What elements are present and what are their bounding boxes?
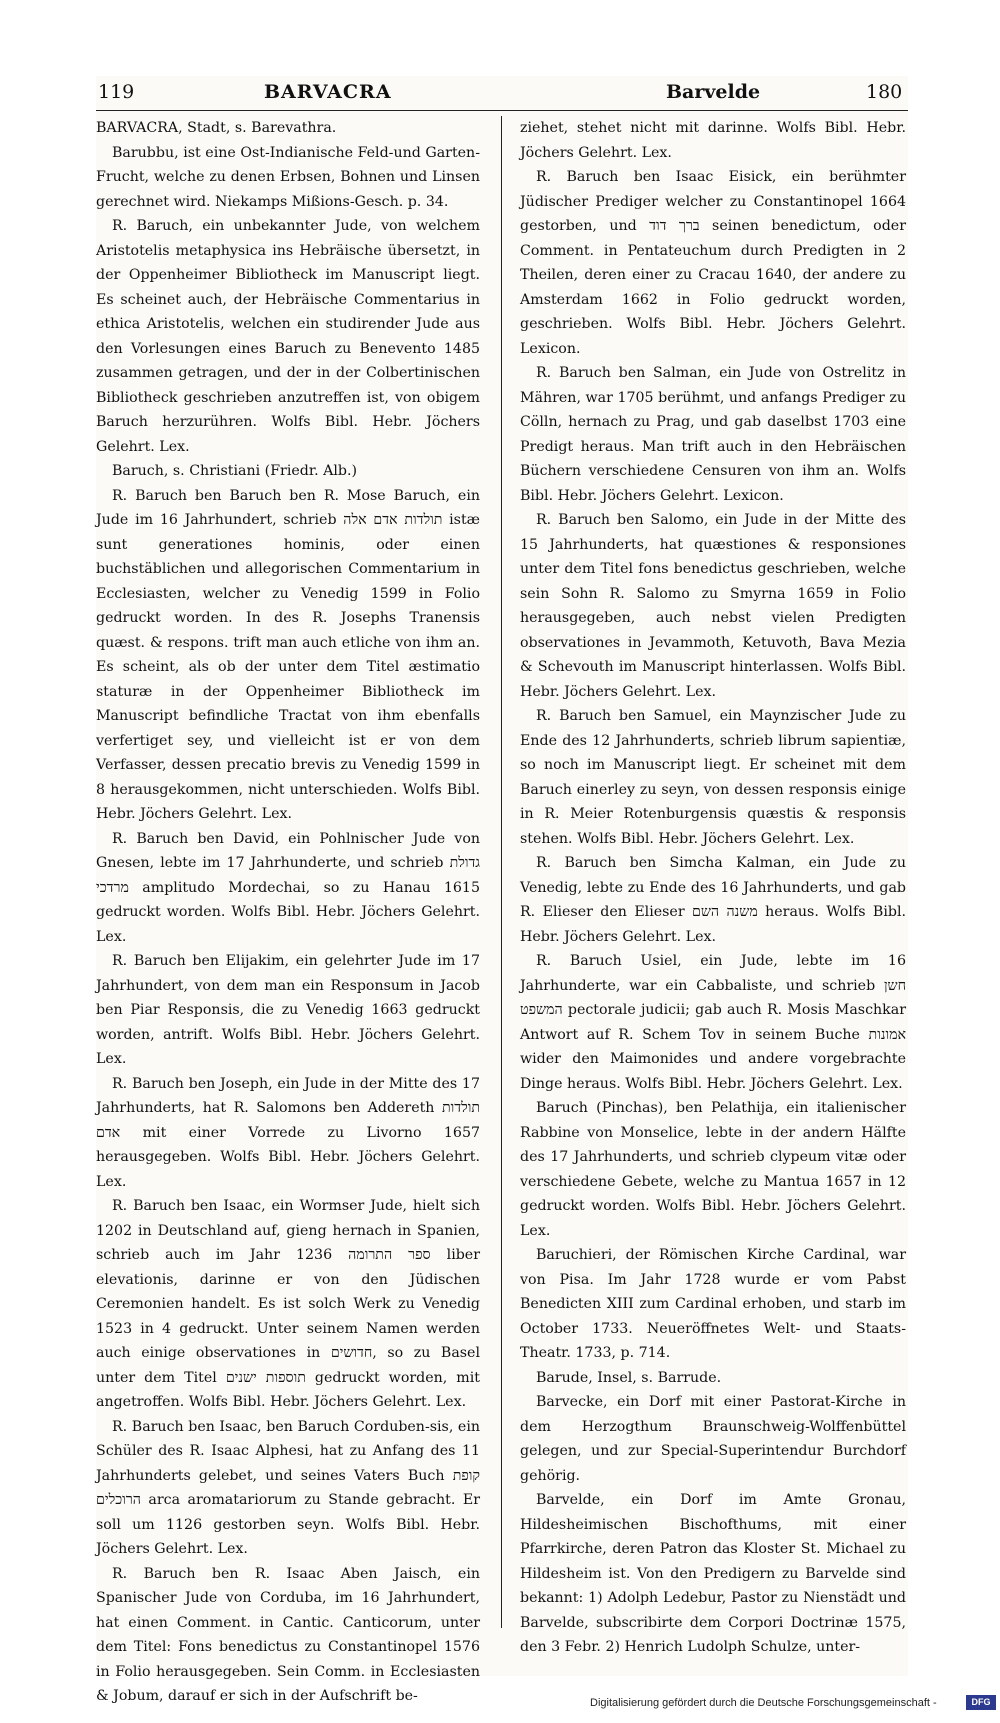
entry-baruch-usiel: R. Baruch Usiel, ein Jude, lebte im 16 Jahrhunderte, war ein Cabbaliste, und schrieb חשן המשפט pectorale judicii; gab auch R. Mosis Maschkar Antwort auf R. Schem Tov in seinem Buche אמונות wider den Maimonides und andere vorgebrachte Dinge heraus. Wolfs Bibl. Hebr. Jöchers Gelehrt. Lex. (520, 953, 906, 1092)
header-rule (96, 110, 908, 111)
page-number-right: 180 (866, 81, 903, 103)
column-rule (501, 116, 502, 1628)
entry-baruch-ben-david: R. Baruch ben David, ein Pohlnischer Jude von Gnesen, lebte im 17 Jahrhunderte, und schrieb גדולת מרדכי amplitudo Mordechai, so zu Hanau 1615 gedruckt worden. Wolfs Bibl. Hebr. Jöchers Gelehrt. Lex. (96, 830, 480, 945)
page-number-left: 119 (98, 81, 135, 103)
entry-barvecke: Barvecke, ein Dorf mit einer Pastorat-Kirche in dem Herzogthum Braunschweig-Wolffenbüttel gelegen, und zur Special-Superintendur Burchdorf gehörig. (520, 1394, 906, 1484)
entry-baruch-ben-elijakim: R. Baruch ben Elijakim, ein gelehrter Jude im 17 Jahrhundert, von dem man ein Responsum in Jacob ben Piar Responsis, die zu Venedig 1663 gedruckt worden, antrift. Wolfs Bibl. Hebr. Jöchers Gelehrt. Lex. (96, 953, 480, 1067)
entry-baruch-aben-jaisch: R. Baruch ben R. Isaac Aben Jaisch, ein Spanischer Jude von Corduba, im 16 Jahrhundert, hat einen Comment. in Cantic. Canticorum, unter dem Titel: Fons benedictus zu Constantinopel 1576 in Folio herausgegeben. Sein Comm. in Ecclesiasten & Jobum, darauf er sich in der Aufschrift be- (96, 1565, 480, 1704)
entry-barubbu: Barubbu, ist eine Ost-Indianische Feld-und Garten-Frucht, welche zu denen Erbsen, Bohnen und Linsen gerechnet wird. Niekamps Mißions-Gesch. p. 34. (96, 144, 480, 210)
entry-baruch-ben-isaac-cordubensis: R. Baruch ben Isaac, ben Baruch Corduben-sis, ein Schüler des R. Isaac Alphesi, hat zu Anfang des 11 Jahrhunderts gelebet, und seines Vaters Buch קופת הרוכלים arca aromatariorum zu Stande gebracht. Er soll um 1126 gestorben seyn. Wolfs Bibl. Hebr. Jöchers Gelehrt. Lex. (96, 1418, 480, 1557)
dfg-logo: DFG (966, 1695, 996, 1710)
right-column (520, 116, 906, 1660)
entry-baruch-christiani: Baruch, s. Christiani (Friedr. Alb.) (112, 463, 358, 479)
entry-baruch-unknown: R. Baruch, ein unbekannter Jude, von welchem Aristotelis metaphysica ins Hebräische übersetzt, in der Oppenheimer Bibliotheck im Manuscript liegt. Es scheinet auch, der Hebräische Commentarius in ethica Aristotelis, welchen ein studirender Jude aus den Vorlesungen eines Baruch zu Benevento 1485 zusammen getragen, und der in der Colbertinischen Bibliotheck geschrieben anzutreffen ist, von obigem Baruch herzurühren. Wolfs Bibl. Hebr. Jöchers Gelehrt. Lex. (96, 218, 480, 455)
entry-baruch-ben-isaac-eisick: R. Baruch ben Isaac Eisick, ein berühmter Jüdischer Prediger welcher zu Constantinopel 1664 gestorben, und ברך דוד seinen benedictum, oder Comment. in Pentateuchum durch Predigten in 2 Theilen, deren einer zu Cracau 1640, der andere zu Amsterdam 1662 in Folio gedruckt worden, geschrieben. Wolfs Bibl. Hebr. Jöchers Gelehrt. Lexicon. (520, 169, 906, 357)
running-title-left: BARVACRA (264, 81, 392, 103)
entry-baruch-pinchas: Baruch (Pinchas), ben Pelathija, ein italienischer Rabbine von Monselice, lebte in der andern Hälfte des 17 Jahrhunderts, und schrieb clypeum vitæ oder verschiedene Gebete, welche zu Mantua 1657 in 12 gedruckt worden. Wolfs Bibl. Hebr. Jöchers Gelehrt. Lex. (520, 1100, 906, 1239)
entry-baruch-ben-samuel: R. Baruch ben Samuel, ein Maynzischer Jude zu Ende des 12 Jahrhunderts, schrieb librum sapientiæ, so noch im Manuscript liegt. Er scheinet mit dem Baruch einerley zu seyn, von dessen responsis einige in R. Meier Rotenburgensis quæstis & responsis stehen. Wolfs Bibl. Hebr. Jöchers Gelehrt. Lex. (520, 708, 906, 847)
digitization-credit: Digitalisierung gefördert durch die Deutsche Forschungsgemeinschaft - (590, 1697, 937, 1709)
entry-baruch-ben-baruch: R. Baruch ben Baruch ben R. Mose Baruch, ein Jude im 16 Jahrhundert, schrieb תולדות אדם אלה istæ sunt generationes hominis, oder einen buchstäblichen und allegorischen Commentarium in Ecclesiasten, welcher zu Venedig 1599 in Folio gedruckt worden. In des R. Josephs Tranensis quæst. & respons. trift man auch etliche von ihm an. Es scheint, als ob der unter dem Titel æstimatio staturæ in der Oppenheimer Bibliotheck im Manuscript befindliche Tractat von ihm ebenfalls verfertiget sey, und vielleicht ist er von dem Verfasser, dessen precatio brevis zu Venedig 1599 in 8 herausgekommen, nicht unterschieden. Wolfs Bibl. Hebr. Jöchers Gelehrt. Lex. (96, 487, 480, 822)
entry-baruch-ben-simcha: R. Baruch ben Simcha Kalman, ein Jude zu Venedig, lebte zu Ende des 16 Jahrhunderts, und gab R. Elieser den Elieser משנה השם heraus. Wolfs Bibl. Hebr. Jöchers Gelehrt. Lex. (520, 855, 906, 945)
entry-baruch-ben-isaac-wormser: R. Baruch ben Isaac, ein Wormser Jude, hielt sich 1202 in Deutschland auf, gieng hernach in Spanien, schrieb auch im Jahr 1236 ספר התרומה liber elevationis, darinne er von den Jüdischen Ceremonien handelt. Es ist solch Werk zu Venedig 1523 in 4 gedruckt. Unter seinem Namen werden auch einige observationes in חדושים, so zu Basel unter dem Titel תוספות ישנים gedruckt worden, mit angetroffen. Wolfs Bibl. Hebr. Jöchers Gelehrt. Lex. (96, 1198, 480, 1410)
page-header (96, 76, 908, 108)
running-title-right: Barvelde (666, 81, 761, 103)
entry-barvelde: Barvelde, ein Dorf im Amte Gronau, Hildesheimischen Bischofthums, mit einer Pfarrkirche, deren Patron das Kloster St. Michael zu Hildesheim ist. Von den Predigern zu Barvelde sind bekannt: 1) Adolph Ledebur, Pastor zu Nienstädt und Barvelde, subscribirte dem Corpori Doctrinæ 1575, den 3 Febr. 2) Henrich Ludolph Schulze, unter- (520, 1492, 906, 1655)
entry-baruchieri: Baruchieri, der Römischen Kirche Cardinal, war von Pisa. Im Jahr 1728 wurde er vom Pabst Benedicten XIII zum Cardinal erhoben, und starb im October 1733. Neueröffnetes Welt- und Staats-Theatr. 1733, p. 714. (520, 1247, 906, 1361)
entry-barvacra: BARVACRA, Stadt, s. Barevathra. (96, 120, 337, 136)
entry-continuation: ziehet, stehet nicht mit darinne. Wolfs Bibl. Hebr. Jöchers Gelehrt. Lex. (520, 120, 906, 161)
entry-baruch-ben-joseph: R. Baruch ben Joseph, ein Jude in der Mitte des 17 Jahrhunderts, hat R. Salomons ben Addereth תולדות אדם mit einer Vorrede zu Livorno 1657 herausgegeben. Wolfs Bibl. Hebr. Jöchers Gelehrt. Lex. (96, 1075, 480, 1190)
entry-baruch-ben-salomo: R. Baruch ben Salomo, ein Jude in der Mitte des 15 Jahrhunderts, hat quæstiones & responsiones unter dem Titel fons benedictus geschrieben, welche sein Sohn R. Salomo zu Smyrna 1659 in Folio herausgegeben, auch nebst vielen Predigten observationes in Jevammoth, Ketuvoth, Bava Mezia & Schevouth im Manuscript hinterlassen. Wolfs Bibl. Hebr. Jöchers Gelehrt. Lex. (520, 512, 906, 700)
left-column (96, 116, 480, 1709)
entry-baruch-ben-salman: R. Baruch ben Salman, ein Jude von Ostrelitz in Mähren, war 1705 berühmt, und anfangs Prediger zu Cölln, hernach zu Prag, und gab daselbst 1703 eine Predigt heraus. Man trift auch in den Hebräischen Büchern verschiedene Censuren von ihm an. Wolfs Bibl. Hebr. Jöchers Gelehrt. Lexicon. (520, 365, 906, 504)
entry-barude: Barude, Insel, s. Barrude. (536, 1369, 722, 1386)
